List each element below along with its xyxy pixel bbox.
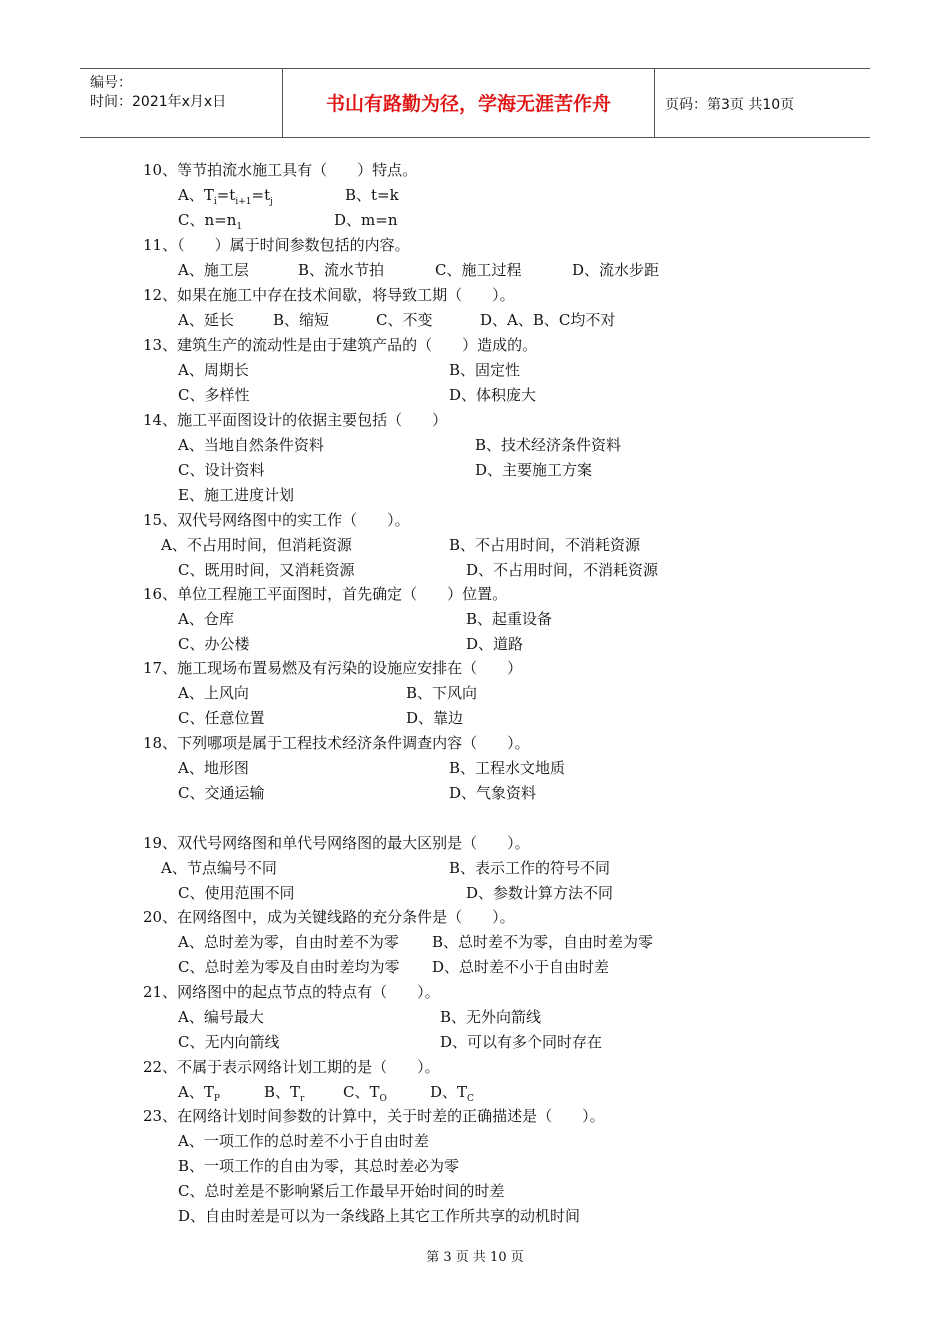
question-17-option-a: A、上风向 bbox=[178, 684, 249, 702]
question-20-option-d: D、总时差不小于自由时差 bbox=[432, 958, 610, 976]
question-13-stem: 13、建筑生产的流动性是由于建筑产品的（ ）造成的。 bbox=[143, 336, 538, 354]
page-footer: 第 3 页 共 10 页 bbox=[426, 1250, 524, 1265]
question-18-option-c: C、交通运输 bbox=[178, 784, 265, 802]
question-15-option-d: D、不占用时间，不消耗资源 bbox=[466, 561, 659, 579]
question-19-option-c: C、使用范围不同 bbox=[178, 884, 295, 902]
question-14-option-c: C、设计资料 bbox=[178, 461, 265, 479]
question-14-option-e: E、施工进度计划 bbox=[178, 486, 294, 504]
question-23-option-b: B、一项工作的自由为零，其总时差必为零 bbox=[178, 1157, 460, 1175]
question-21-option-c: C、无内向箭线 bbox=[178, 1033, 280, 1051]
question-16-option-d: D、道路 bbox=[466, 635, 524, 653]
question-22-option-c: C、$T_O$ bbox=[343, 1083, 387, 1104]
question-16-option-c: C、办公楼 bbox=[178, 635, 250, 653]
page-number-label: 页码：第3页 共10页 bbox=[665, 97, 795, 113]
question-16-option-a: A、仓库 bbox=[178, 610, 234, 628]
question-11-option-d: D、流水步距 bbox=[572, 261, 660, 279]
question-20-stem: 20、在网络图中，成为关键线路的充分条件是（ ）。 bbox=[143, 908, 515, 926]
question-11-stem: 11、（ ）属于时间参数包括的内容。 bbox=[143, 236, 410, 254]
question-14-stem: 14、施工平面图设计的依据主要包括（ ） bbox=[143, 411, 448, 429]
question-13-option-d: D、体积庞大 bbox=[449, 386, 537, 404]
question-19-option-b: B、表示工作的符号不同 bbox=[449, 859, 611, 877]
question-10-option-b: B、t=k bbox=[345, 186, 399, 204]
question-18-stem: 18、下列哪项是属于工程技术经济条件调查内容（ ）。 bbox=[143, 734, 530, 752]
question-22-option-a: A、$T_P$ bbox=[178, 1083, 220, 1104]
question-18-option-b: B、工程水文地质 bbox=[449, 759, 566, 777]
question-13-option-a: A、周期长 bbox=[178, 361, 249, 379]
question-23-option-a: A、一项工作的总时差不小于自由时差 bbox=[178, 1132, 429, 1150]
question-12-option-d: D、A、B、C均不对 bbox=[480, 311, 616, 329]
question-22-stem: 22、不属于表示网络计划工期的是（ ）。 bbox=[143, 1058, 440, 1076]
question-14-option-b: B、技术经济条件资料 bbox=[475, 436, 622, 454]
header-center-cell bbox=[283, 69, 654, 137]
doc-time-label: 时间：2021年x月x日 bbox=[90, 94, 227, 110]
question-10-option-a: A、$T_i=t_{i+1}=t_j$ bbox=[178, 186, 273, 207]
question-14-option-d: D、主要施工方案 bbox=[475, 461, 593, 479]
question-19-option-a: A、节点编号不同 bbox=[161, 859, 277, 877]
question-15-option-c: C、既用时间，又消耗资源 bbox=[178, 561, 355, 579]
question-17-option-c: C、任意位置 bbox=[178, 709, 265, 727]
question-17-stem: 17、施工现场布置易燃及有污染的设施应安排在（ ） bbox=[143, 659, 523, 677]
question-11-option-a: A、施工层 bbox=[178, 261, 249, 279]
question-22-option-b: B、$T_r$ bbox=[264, 1083, 305, 1104]
question-17-option-d: D、靠边 bbox=[406, 709, 464, 727]
question-16-stem: 16、单位工程施工平面图时，首先确定（ ）位置。 bbox=[143, 585, 508, 603]
question-22-option-d: D、$T_C$ bbox=[430, 1083, 474, 1104]
question-19-option-d: D、参数计算方法不同 bbox=[466, 884, 614, 902]
question-13-option-c: C、多样性 bbox=[178, 386, 250, 404]
header-motto: 书山有路勤为径，学海无涯苦作舟 bbox=[325, 93, 611, 115]
question-15-option-b: B、不占用时间，不消耗资源 bbox=[449, 536, 641, 554]
header-right-cell bbox=[654, 69, 871, 137]
question-19-stem: 19、双代号网络图和单代号网络图的最大区别是（ ）。 bbox=[143, 834, 530, 852]
question-11-option-c: C、施工过程 bbox=[435, 261, 522, 279]
question-12-option-b: B、缩短 bbox=[273, 311, 330, 329]
question-16-option-b: B、起重设备 bbox=[466, 610, 553, 628]
header-left-cell bbox=[80, 69, 283, 137]
question-18-option-a: A、地形图 bbox=[178, 759, 249, 777]
question-20-option-a: A、总时差为零，自由时差不为零 bbox=[178, 933, 399, 951]
question-12-option-a: A、延长 bbox=[178, 311, 234, 329]
question-21-option-d: D、可以有多个同时存在 bbox=[440, 1033, 603, 1051]
question-18-option-d: D、气象资料 bbox=[449, 784, 537, 802]
question-13-option-b: B、固定性 bbox=[449, 361, 521, 379]
question-12-option-c: C、不变 bbox=[376, 311, 433, 329]
question-10-stem: 10、等节拍流水施工具有（ ）特点。 bbox=[143, 161, 418, 179]
question-11-option-b: B、流水节拍 bbox=[298, 261, 385, 279]
question-23-stem: 23、在网络计划时间参数的计算中，关于时差的正确描述是（ ）。 bbox=[143, 1107, 605, 1125]
question-12-stem: 12、如果在施工中存在技术间歇，将导致工期（ ）。 bbox=[143, 286, 515, 304]
question-21-stem: 21、网络图中的起点节点的特点有（ ）。 bbox=[143, 983, 440, 1001]
question-14-option-a: A、当地自然条件资料 bbox=[178, 436, 324, 454]
question-20-option-c: C、总时差为零及自由时差均为零 bbox=[178, 958, 400, 976]
doc-number-label: 编号： bbox=[90, 75, 132, 91]
question-20-option-b: B、总时差不为零，自由时差为零 bbox=[432, 933, 654, 951]
question-21-option-a: A、编号最大 bbox=[178, 1008, 264, 1026]
question-23-option-d: D、自由时差是可以为一条线路上其它工作所共享的动机时间 bbox=[178, 1207, 581, 1225]
question-21-option-b: B、无外向箭线 bbox=[440, 1008, 542, 1026]
page-header bbox=[80, 68, 870, 138]
question-10-option-c: C、$n=n_1$ bbox=[178, 211, 243, 232]
question-17-option-b: B、下风向 bbox=[406, 684, 478, 702]
question-23-option-c: C、总时差是不影响紧后工作最早开始时间的时差 bbox=[178, 1182, 505, 1200]
question-15-option-a: A、不占用时间，但消耗资源 bbox=[161, 536, 352, 554]
question-10-option-d: D、m=n bbox=[334, 211, 398, 229]
question-15-stem: 15、双代号网络图中的实工作（ ）。 bbox=[143, 511, 410, 529]
